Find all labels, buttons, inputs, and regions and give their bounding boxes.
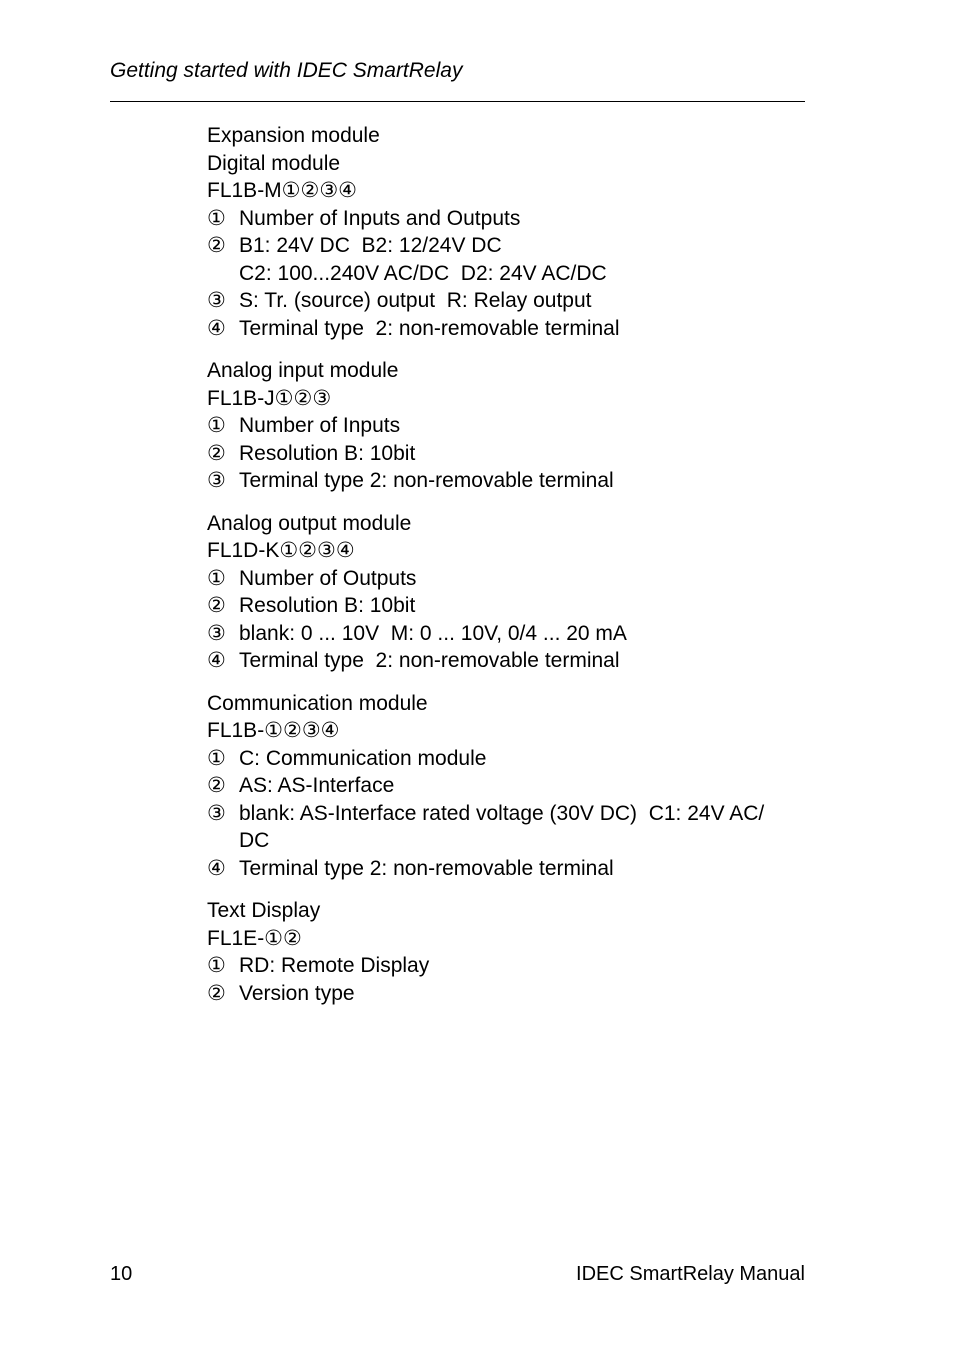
item-marker: ①	[207, 414, 226, 437]
list-item	[207, 412, 807, 440]
list-item	[207, 980, 807, 1008]
section-title: Analog output module	[207, 511, 412, 535]
item-text: RD: Remote Display	[239, 954, 430, 977]
item-text: blank: 0 ... 10V M: 0 ... 10V, 0/4 ... 20 mA	[239, 621, 627, 645]
list-item	[207, 592, 807, 620]
item-marker: ①	[207, 746, 226, 770]
list-item	[207, 287, 807, 315]
item-text: Resolution B: 10bit	[239, 594, 416, 617]
footer-title: IDEC SmartRelay Manual	[576, 1263, 805, 1285]
page-header: Getting started with IDEC SmartRelay	[110, 59, 463, 82]
item-text: Terminal type 2: non-removable terminal	[239, 856, 614, 880]
section-analog-output-module	[207, 510, 807, 675]
item-marker: ②	[207, 981, 226, 1005]
list-item	[207, 952, 807, 980]
section-code: FL1E-①②	[207, 926, 302, 950]
item-text: blank: AS-Interface rated voltage (30V DC) C1: 24V AC/ DC	[239, 801, 765, 852]
list-item	[207, 800, 807, 855]
item-marker: ②	[207, 441, 226, 465]
item-text: Terminal type 2: non-removable terminal	[239, 469, 614, 492]
item-text: B1: 24V DC B2: 12/24V DC C2: 100...240V AC/DC D2: 24V AC/DC	[239, 234, 607, 285]
page-content	[207, 122, 807, 1022]
item-marker: ①	[207, 954, 226, 977]
item-text: C: Communication module	[239, 746, 487, 770]
item-text: Number of Inputs and Outputs	[239, 206, 521, 230]
list-item	[207, 440, 807, 468]
list-item	[207, 620, 807, 648]
item-text: AS: AS-Interface	[239, 774, 395, 797]
item-text: Resolution B: 10bit	[239, 441, 416, 465]
header-rule	[110, 101, 805, 102]
list-item	[207, 205, 807, 233]
section-title: Communication module	[207, 691, 428, 715]
item-marker: ②	[207, 234, 226, 257]
item-marker: ③	[207, 801, 226, 825]
item-text: Version type	[239, 981, 355, 1005]
item-marker: ④	[207, 316, 226, 340]
item-marker: ④	[207, 856, 226, 880]
section-title: Expansion module	[207, 124, 380, 147]
section-analog-input-module	[207, 357, 807, 495]
section-text-display	[207, 897, 807, 1007]
item-marker: ④	[207, 649, 226, 672]
item-marker: ③	[207, 621, 226, 645]
item-text: Terminal type 2: non-removable terminal	[239, 316, 620, 340]
item-marker: ②	[207, 774, 226, 797]
section-communication-module	[207, 690, 807, 883]
section-code: FL1B-M①②③④	[207, 179, 357, 202]
list-item	[207, 232, 807, 287]
section-expansion-module	[207, 122, 807, 342]
list-item	[207, 647, 807, 675]
section-code: FL1B-①②③④	[207, 719, 340, 742]
section-title: Text Display	[207, 899, 321, 922]
item-marker: ①	[207, 566, 226, 590]
list-item	[207, 855, 807, 883]
list-item	[207, 315, 807, 343]
item-marker: ③	[207, 289, 226, 312]
section-subtitle: Digital module	[207, 151, 341, 175]
list-item	[207, 772, 807, 800]
list-item	[207, 745, 807, 773]
list-item	[207, 565, 807, 593]
item-text: S: Tr. (source) output R: Relay output	[239, 289, 592, 312]
list-item	[207, 467, 807, 495]
section-code: FL1B-J①②③	[207, 386, 332, 410]
section-title: Analog input module	[207, 359, 399, 382]
item-text: Number of Inputs	[239, 414, 401, 437]
section-code: FL1D-K①②③④	[207, 539, 355, 562]
item-marker: ①	[207, 206, 226, 230]
item-text: Terminal type 2: non-removable terminal	[239, 649, 620, 672]
item-text: Number of Outputs	[239, 566, 417, 590]
page-number: 10	[110, 1263, 133, 1285]
item-marker: ②	[207, 594, 226, 617]
item-marker: ③	[207, 469, 226, 492]
